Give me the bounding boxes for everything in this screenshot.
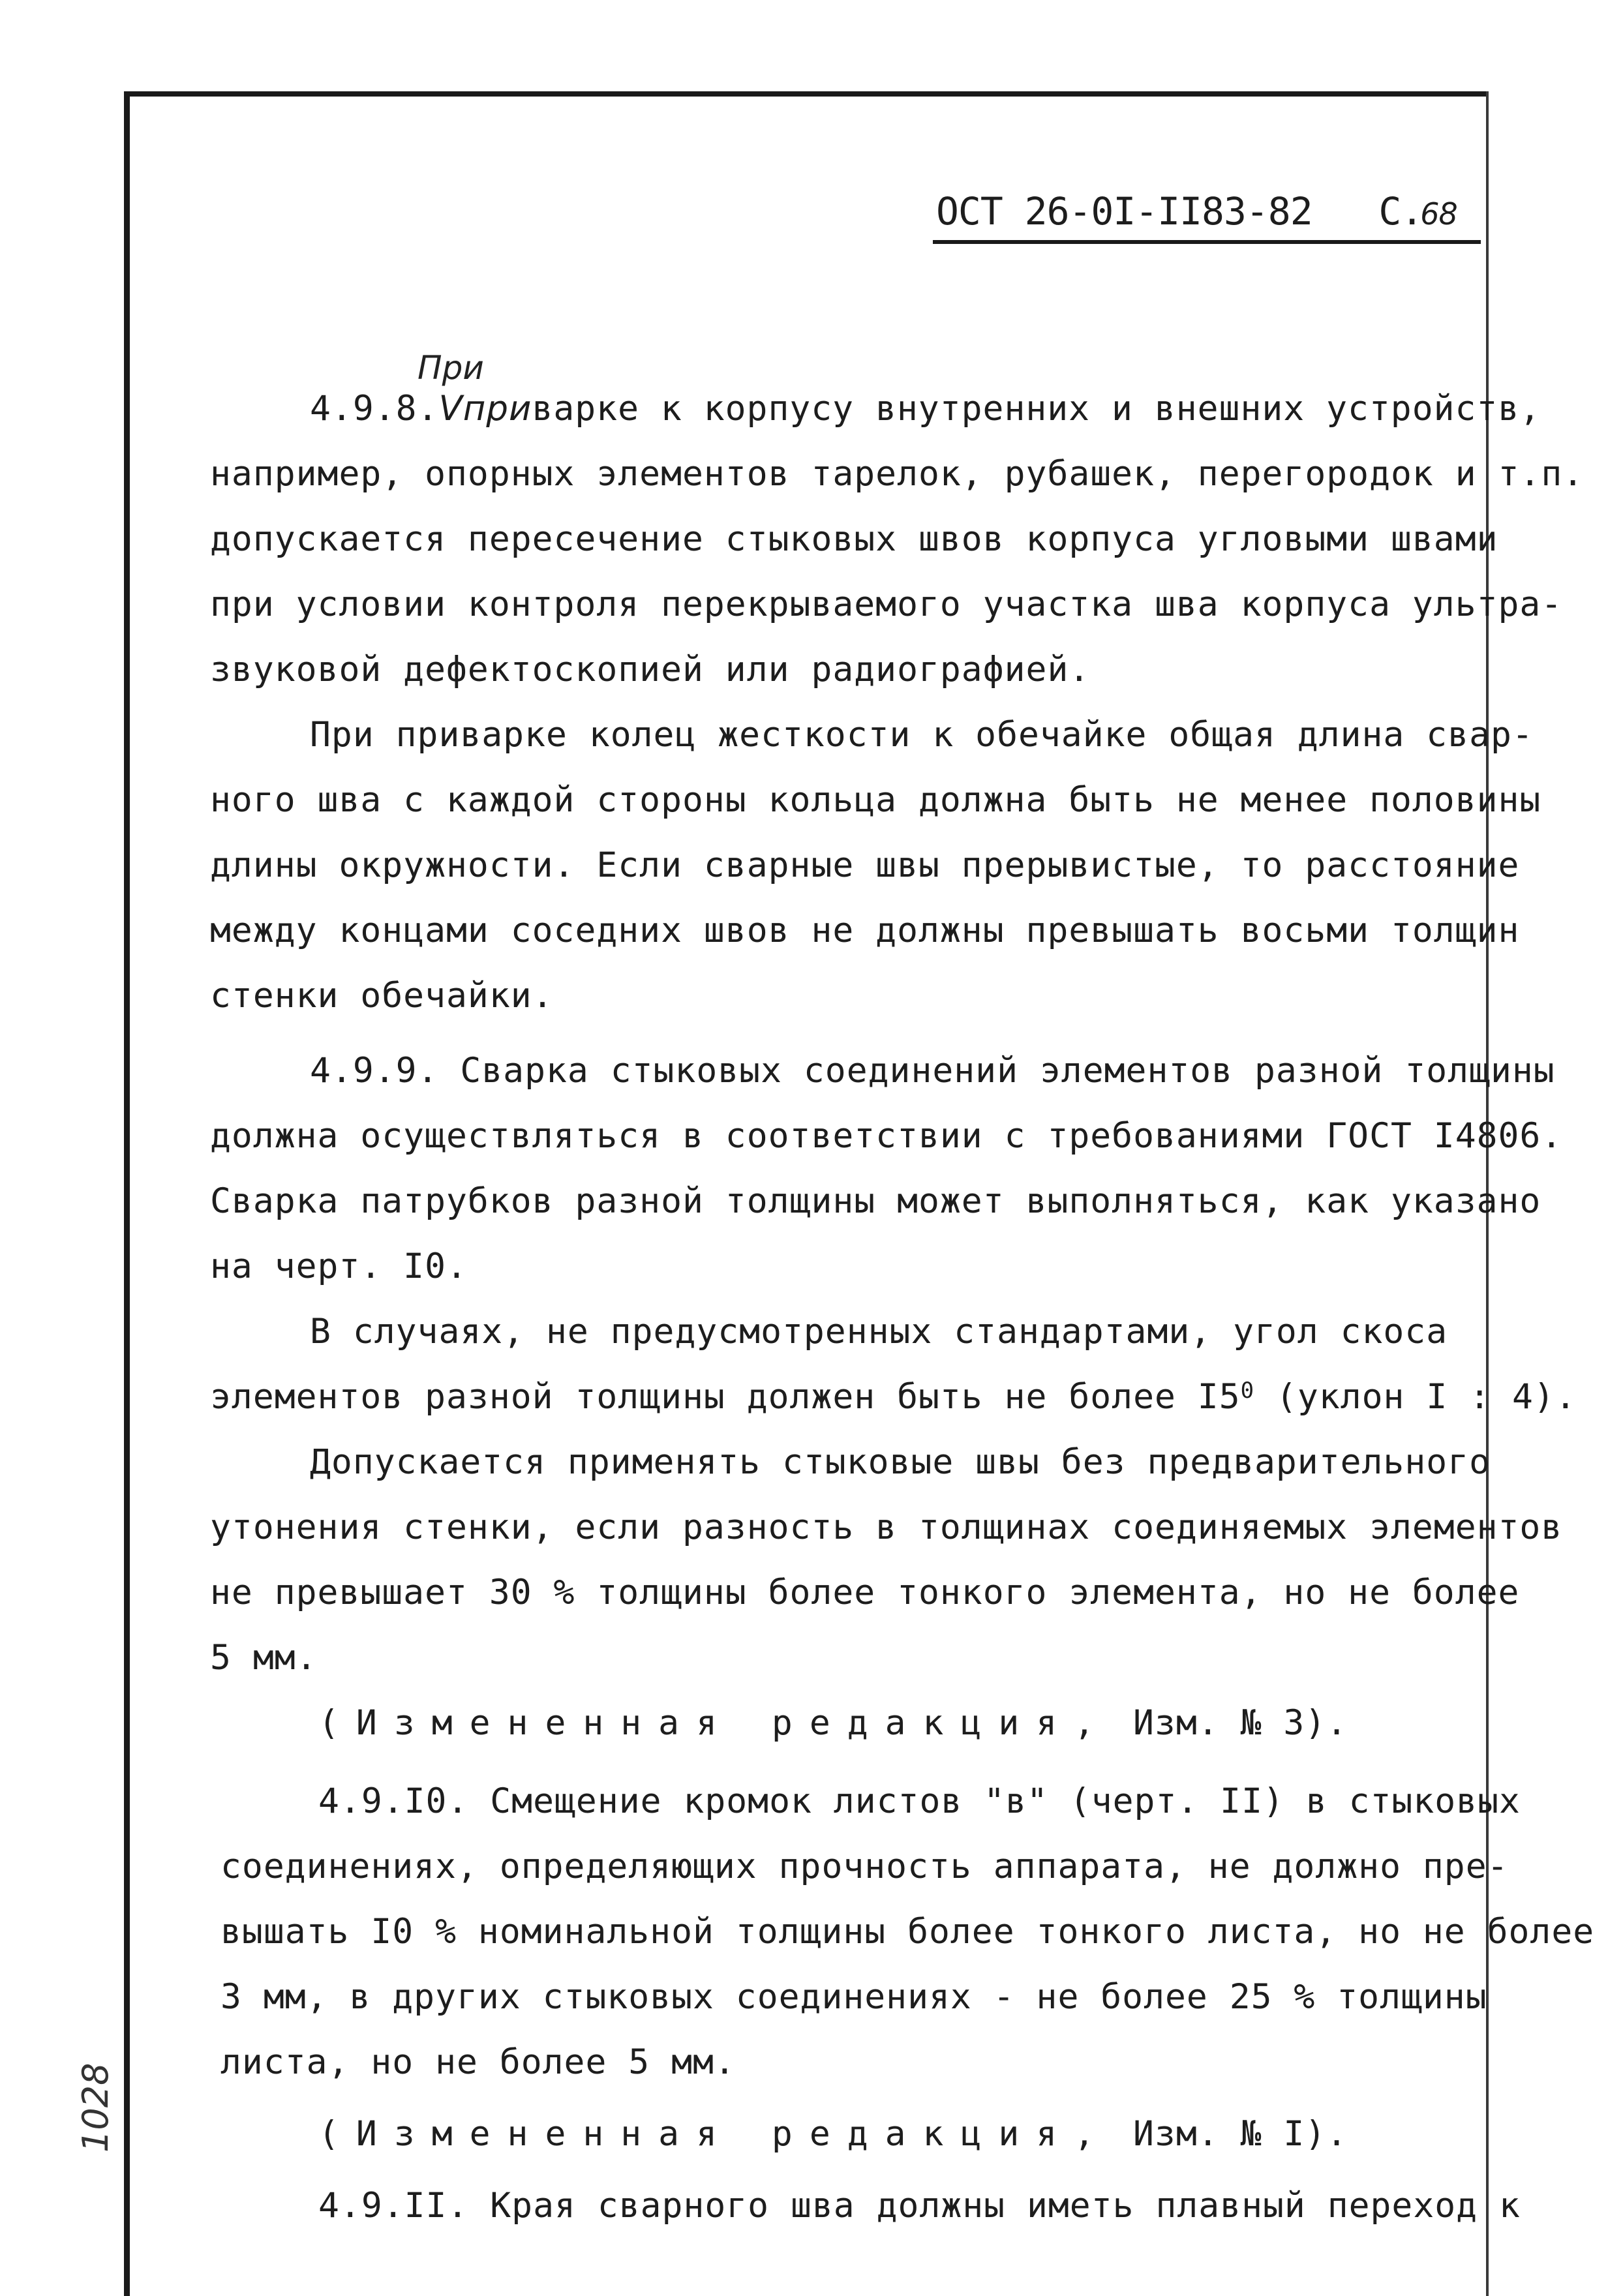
text-line: Сварка патрубков разной толщины может выполняться, как указано [210, 1181, 1541, 1221]
text-line: стенки обечайки. [210, 976, 554, 1016]
text-line: В случаях, не предусмотренных стандартами, угол скоса [310, 1312, 1448, 1352]
page-number: 68 [1420, 196, 1457, 232]
text-line: ного шва с каждой стороны кольца должна быть не менее половины [210, 780, 1541, 820]
text-line: 5 мм. [210, 1638, 318, 1678]
margin-handwritten-number: 1028 [75, 2062, 116, 2152]
revision-note: (Измененная редакция, Изм. № I). [318, 2114, 1348, 2154]
page-prefix: С. [1378, 189, 1423, 234]
handwritten-correction: При [417, 349, 484, 387]
text-line: звуковой дефектоскопией или радиографией. [210, 650, 1091, 689]
text-line: вышать I0 % номинальной толщины более тонкого листа, но не более [220, 1912, 1595, 1952]
doc-code: ОСТ 26-0I-II83-82 [936, 189, 1312, 234]
text-line: 4.9.9. Сварка стыковых соединений элементов разной толщины [310, 1051, 1555, 1091]
frame-top-border [125, 91, 1489, 97]
text-line: на черт. I0. [210, 1246, 468, 1286]
text-line: 3 мм, в других стыковых соединениях - не более 25 % толщины [220, 1977, 1487, 2017]
header-underline [933, 240, 1481, 244]
text-line: соединениях, определяющих прочность аппарата, не должно пре- [220, 1847, 1509, 1886]
text-line: Допускается применять стыковые швы без предварительного [310, 1442, 1491, 1482]
text-line: При приварке колец жесткости к обечайке общая длина свар- [310, 715, 1534, 755]
text-line: между концами соседних швов не должны превышать восьми толщин [210, 911, 1520, 950]
text-line: листа, но не более 5 мм. [220, 2042, 736, 2082]
text-line: допускается пересечение стыковых швов корпуса угловыми швами [210, 519, 1498, 559]
text-line: 4.9.II. Края сварного шва должны иметь плавный переход к [318, 2186, 1521, 2226]
revision-note: (Измененная редакция, Изм. № 3). [318, 1703, 1348, 1743]
text-line: например, опорных элементов тарелок, рубашек, перегородок и т.п. [210, 454, 1585, 494]
frame-left-border [124, 91, 130, 2296]
text-line: не превышает 30 % толщины более тонкого элемента, но не более [210, 1573, 1520, 1612]
text-line: 4.9.I0. Смещение кромок листов "в" (черт. II) в стыковых [318, 1781, 1521, 1821]
text-line: элементов разной толщины должен быть не более $I5^0$ (уклон I : 4). [210, 1377, 1577, 1417]
text-line: при условии контроля перекрываемого участка шва корпуса ультра- [210, 584, 1563, 624]
text-line: 4.9.8.Vприварке к корпусу внутренних и внешних устройств, [310, 389, 1541, 429]
text-line: должна осуществляться в соответствии с требованиями ГОСТ I4806. [210, 1116, 1563, 1156]
text-line: утонения стенки, если разность в толщинах соединяемых элементов [210, 1507, 1563, 1547]
text-line: длины окружности. Если сварные швы прерывистые, то расстояние [210, 845, 1520, 885]
page-header [936, 189, 1457, 234]
